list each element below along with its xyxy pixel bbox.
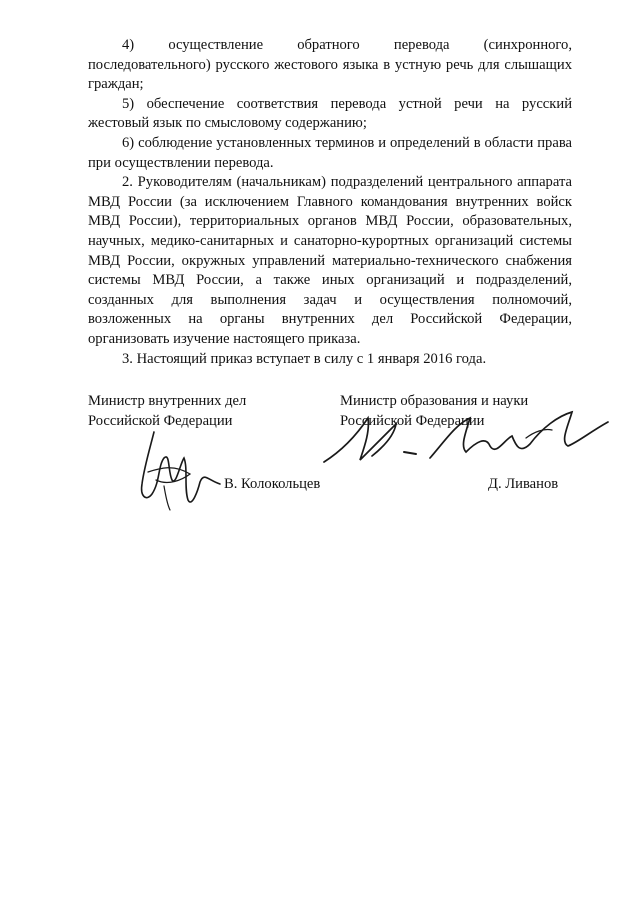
paragraph-clause-2: 2. Руководителям (начальникам) подразделений центрального аппарата МВД России (за исключением Главного командования внутренних войск МВД России), территориальных органов МВД России, образовательных, научных, медико-санитарных и санаторно-курортных организаций системы МВД России, окружных управлений материально-технического снабжения системы МВД России, а также иных организаций и подразделений, созданных для выполнения задач и осуществления полномочий, возложенных на органы внутренних дел Российской Федерации, организовать изучение настоящего приказа. — [88, 174, 572, 347]
signatory-left-title-line2: Российской Федерации — [88, 412, 233, 429]
signature-right-icon — [320, 402, 612, 472]
signatory-right-title-line1: Министр образования и науки — [340, 393, 529, 409]
paragraph-clause-3: 3. Настоящий приказ вступает в силу с 1 января 2016 года. — [122, 350, 487, 367]
paragraph-item-6: 6) соблюдение установленных терминов и определений в области права при осуществлении перевода. — [88, 134, 572, 171]
signatory-right-title-line2: Российской Федерации — [340, 412, 485, 429]
signatory-right-name: Д. Ливанов — [488, 476, 559, 492]
signatory-left-title-line1: Министр внутренних дел — [88, 393, 247, 409]
signatory-left-title — [88, 392, 246, 431]
signatory-left-name: В. Колокольцев — [224, 476, 321, 492]
paragraph-item-4: 4) осуществление обратного перевода (синхронного, последовательного) русского жестового языка в устную речь для слышащих граждан; — [88, 37, 572, 93]
document-body — [88, 36, 572, 369]
paragraph-item-5: 5) обеспечение соответствия перевода устной речи на русский жестовый язык по смысловому содержанию; — [88, 95, 572, 132]
signature-left-icon — [134, 428, 224, 512]
